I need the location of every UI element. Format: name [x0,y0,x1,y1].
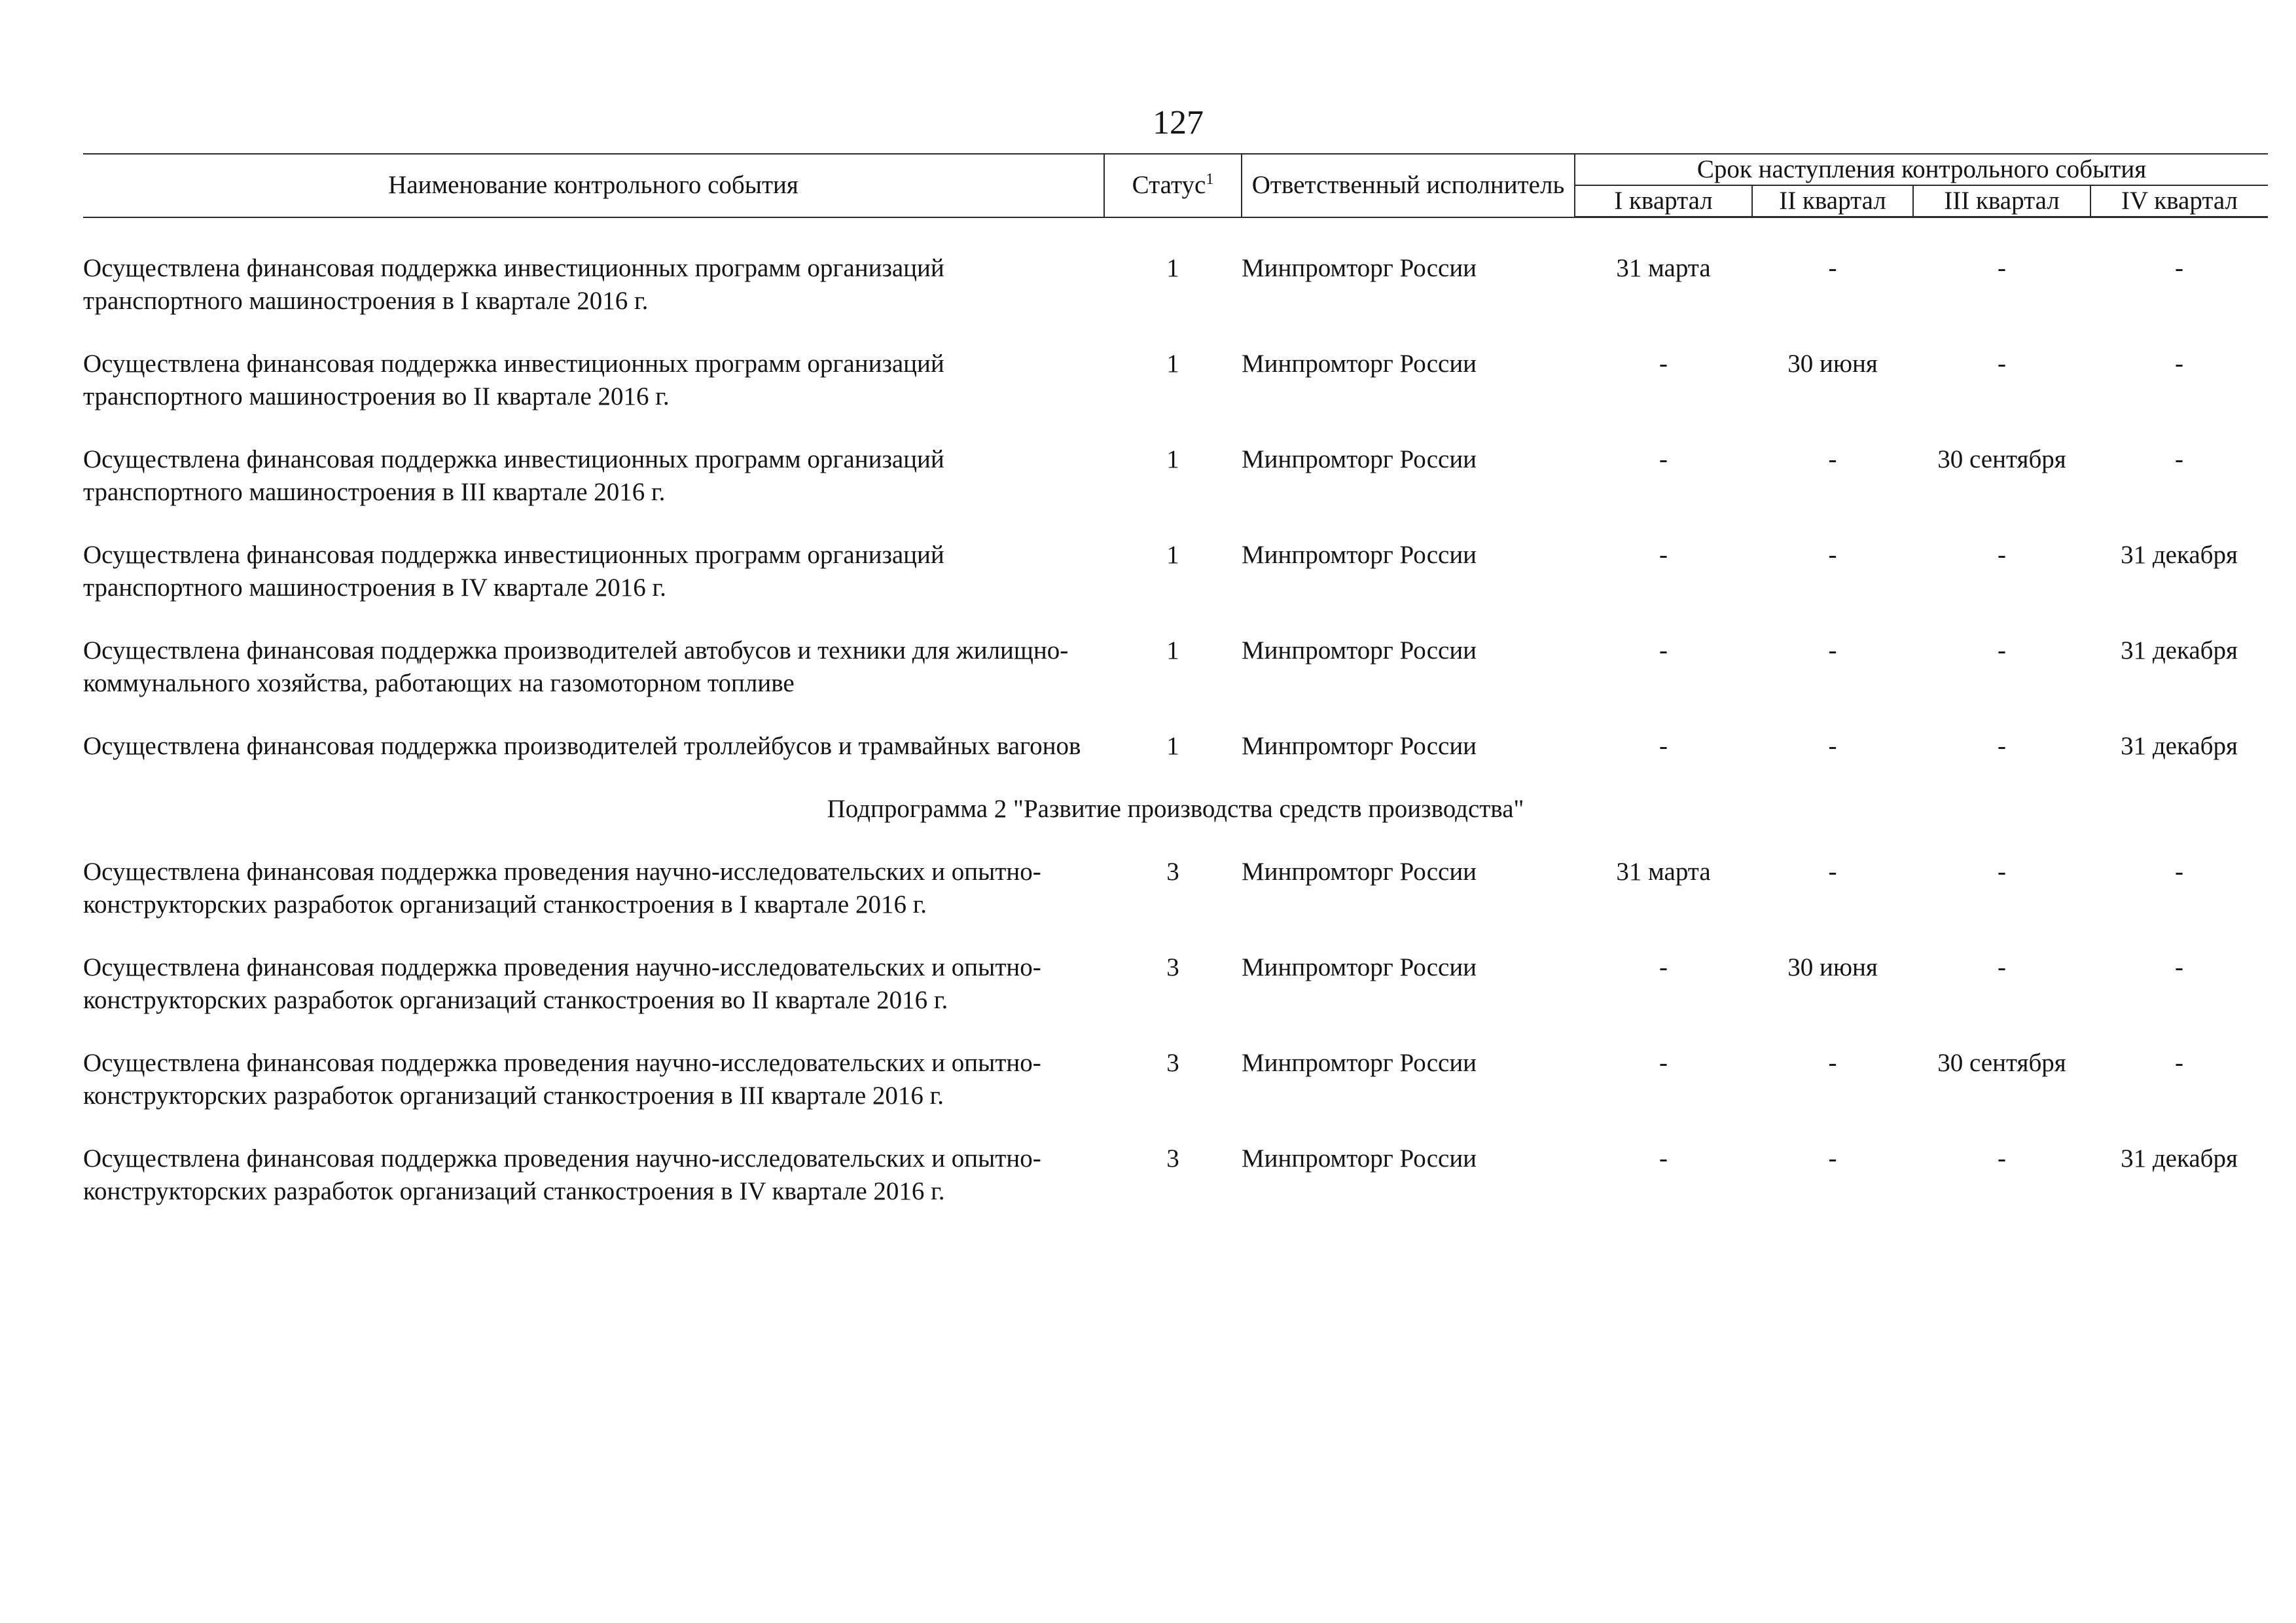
event-responsible: Минпромторг России [1242,445,1477,473]
event-status: 1 [1166,445,1179,473]
event-q2: - [1828,254,1837,282]
event-name: Осуществлена финансовая поддержка инвестиционных программ организаций транспортного машиностроения во II квартале 2016 г. [83,350,944,410]
spacer-row [83,217,2268,253]
event-q3: - [1998,350,2006,378]
event-q1: 31 марта [1616,254,1711,282]
event-q2: - [1828,445,1837,473]
table-row [83,1047,2268,1142]
table-row [83,348,2268,443]
control-events-table [83,153,2268,1238]
event-responsible: Минпромторг России [1242,254,1477,282]
subprogram-row [83,793,2268,856]
event-q3: - [1998,732,2006,760]
event-name: Осуществлена финансовая поддержка проведения научно-исследовательских и опытно-конструкторских разработок организаций станкостроения в III квартале 2016 г. [83,1049,1041,1110]
event-q3: 30 сентября [1937,445,2066,473]
event-q1: - [1659,541,1668,569]
event-q3: - [1998,858,2006,886]
event-q3: - [1998,953,2006,981]
event-q1: - [1659,732,1668,760]
event-name: Осуществлена финансовая поддержка проведения научно-исследовательских и опытно-конструкторских разработок организаций станкостроения в I квартале 2016 г. [83,858,1041,919]
header-responsible-column [1242,154,1575,217]
event-status: 1 [1166,350,1179,378]
event-name: Осуществлена финансовая поддержка производителей автобусов и техники для жилищно-коммунального хозяйства, работающих на газомоторном топливе [83,636,1069,697]
subprogram-title: Подпрограмма 2 "Развитие производства средств производства" [827,795,1524,823]
event-q4: - [2175,445,2183,473]
event-name: Осуществлена финансовая поддержка инвестиционных программ организаций транспортного машиностроения в IV квартале 2016 г. [83,541,944,602]
event-name: Осуществлена финансовая поддержка инвестиционных программ организаций транспортного машиностроения в III квартале 2016 г. [83,445,944,506]
event-responsible: Минпромторг России [1242,1049,1477,1077]
event-q4: 31 декабря [2121,541,2238,569]
table-row [83,443,2268,539]
table-row [83,730,2268,793]
event-name: Осуществлена финансовая поддержка проведения научно-исследовательских и опытно-конструкторских разработок организаций станкостроения в IV квартале 2016 г. [83,1144,1041,1205]
event-q4: 31 декабря [2121,732,2238,760]
event-status: 1 [1166,636,1179,665]
event-responsible: Минпромторг России [1242,953,1477,981]
event-name: Осуществлена финансовая поддержка проведения научно-исследовательских и опытно-конструкторских разработок организаций станкостроения во II квартале 2016 г. [83,953,1041,1014]
table-row [83,539,2268,634]
event-status: 3 [1166,953,1179,981]
event-q4: - [2175,1049,2183,1077]
event-q4: 31 декабря [2121,1144,2238,1173]
event-status: 1 [1166,541,1179,569]
event-q3: - [1998,254,2006,282]
table-row [83,252,2268,348]
event-q1: - [1659,350,1668,378]
event-q1: 31 марта [1616,858,1711,886]
header-responsible-label: Ответственный исполнитель [1251,171,1565,200]
event-q4: - [2175,254,2183,282]
event-status: 3 [1166,1049,1179,1077]
event-q3: - [1998,1144,2006,1173]
header-quarter-4: IV квартал [2090,185,2268,217]
event-status: 3 [1166,1144,1179,1173]
event-q3: 30 сентября [1937,1049,2066,1077]
event-name: Осуществлена финансовая поддержка производителей троллейбусов и трамвайных вагонов [83,732,1081,760]
header-name-label: Наименование контрольного события [388,171,798,200]
header-quarter-3: III квартал [1913,185,2090,217]
event-responsible: Минпромторг России [1242,732,1477,760]
header-name-column [83,154,1104,217]
event-responsible: Минпромторг России [1242,1144,1477,1173]
event-responsible: Минпромторг России [1242,858,1477,886]
event-q2: - [1828,636,1837,665]
event-q4: - [2175,953,2183,981]
event-q3: - [1998,636,2006,665]
page-number: 127 [1153,104,1204,141]
table-row [83,634,2268,730]
header-quarter-2: II квартал [1752,185,1913,217]
table-row [83,1142,2268,1238]
status-footnote-mark: 1 [1206,171,1214,189]
event-q1: - [1659,953,1668,981]
event-q4: - [2175,858,2183,886]
event-q2: 30 июня [1787,953,1878,981]
table-row [83,856,2268,951]
event-q2: - [1828,858,1837,886]
event-status: 1 [1166,254,1179,282]
event-q1: - [1659,636,1668,665]
event-q4: - [2175,350,2183,378]
table-row [83,951,2268,1047]
event-q2: - [1828,1049,1837,1077]
event-q1: - [1659,445,1668,473]
header-status-label: Статус [1132,171,1206,200]
header-deadline-label: Срок наступления контрольного события [1696,155,2147,183]
event-q2: - [1828,732,1837,760]
header-status-column [1104,154,1242,217]
event-responsible: Минпромторг России [1242,541,1477,569]
event-status: 1 [1166,732,1179,760]
header-deadline-group [1575,154,2268,185]
event-q2: - [1828,541,1837,569]
event-responsible: Минпромторг России [1242,350,1477,378]
event-q1: - [1659,1144,1668,1173]
event-q4: 31 декабря [2121,636,2238,665]
event-q2: 30 июня [1787,350,1878,378]
event-status: 3 [1166,858,1179,886]
event-q2: - [1828,1144,1837,1173]
event-q3: - [1998,541,2006,569]
event-q1: - [1659,1049,1668,1077]
event-name: Осуществлена финансовая поддержка инвестиционных программ организаций транспортного машиностроения в I квартале 2016 г. [83,254,944,315]
table-body [83,217,2268,1239]
header-quarter-1: I квартал [1575,185,1752,217]
table-header [83,154,2268,217]
event-responsible: Минпромторг России [1242,636,1477,665]
